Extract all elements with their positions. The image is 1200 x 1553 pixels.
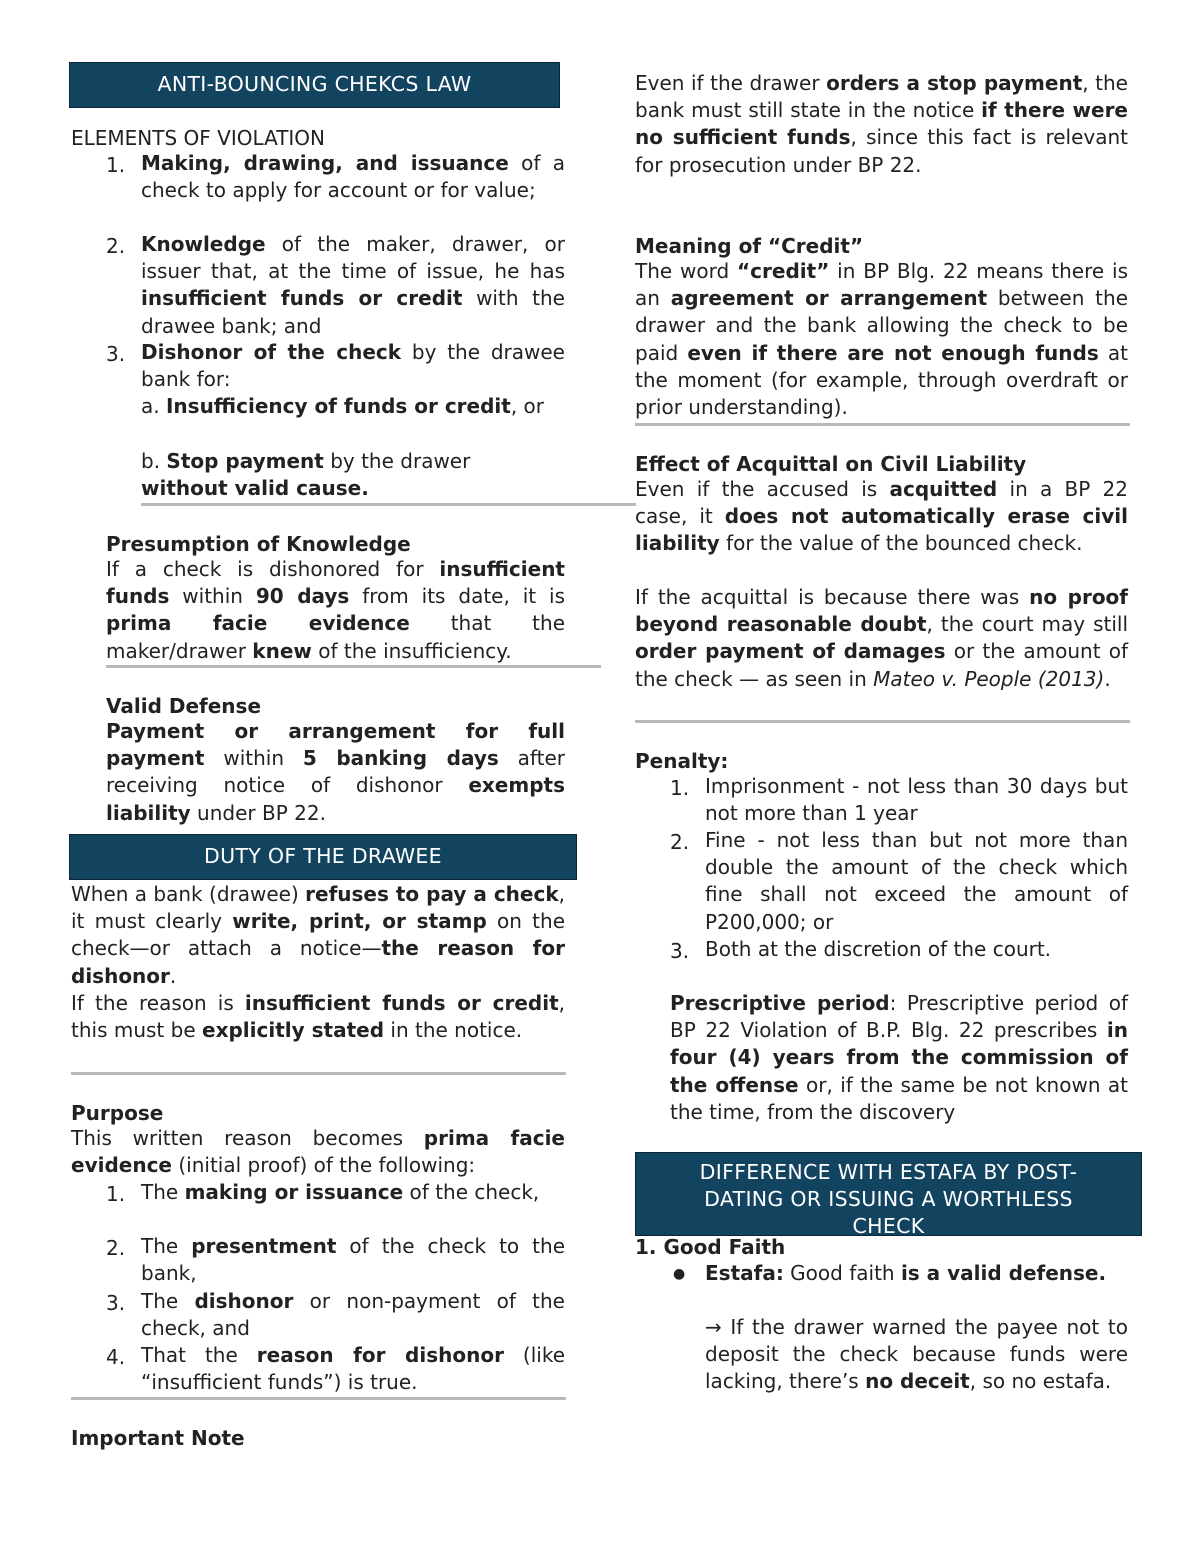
penalty-1-text: Imprisonment - not less than 30 days but not more than 1 year bbox=[705, 774, 1128, 826]
divider bbox=[71, 1072, 566, 1075]
acquittal-heading: Effect of Acquittal on Civil Liability bbox=[635, 452, 1027, 476]
divider bbox=[106, 665, 601, 668]
difference-title-line-2: DATING OR ISSUING A WORTHLESS bbox=[704, 1187, 1073, 1211]
difference-estafa-banner bbox=[635, 1152, 1142, 1236]
acquittal-text: Even if the accused is acquitted in a BP 22 case, it does not automatically erase civil liability for the value of the bounced check. bbox=[635, 477, 1128, 556]
element-2-number: 2. bbox=[106, 234, 126, 258]
penalty-heading: Penalty: bbox=[635, 749, 729, 773]
element-1-bold: Making, drawing, and issuance bbox=[141, 151, 509, 175]
difference-title-line-1: DIFFERENCE WITH ESTAFA BY POST- bbox=[699, 1160, 1078, 1184]
divider bbox=[141, 503, 636, 506]
element-2-text: Knowledge of the maker, drawer, or issuer that, at the time of issue, he has insufficient funds or credit with the drawee bank; and bbox=[141, 232, 565, 338]
presumption-heading: Presumption of Knowledge bbox=[106, 532, 411, 556]
stop-payment-text: Even if the drawer orders a stop payment, the bank must still state in the notice if there were no sufficient funds, since this fact is relevant for prosecution under BP 22. bbox=[635, 71, 1128, 177]
elements-heading: ELEMENTS OF VIOLATION bbox=[71, 126, 326, 150]
element-1-number: 1. bbox=[106, 153, 126, 177]
case-citation: Mateo v. People (2013) bbox=[873, 666, 1105, 691]
purpose-heading: Purpose bbox=[71, 1101, 164, 1125]
purpose-1-text: The making or issuance of the check, bbox=[141, 1180, 540, 1204]
acquittal-text-2: If the acquittal is because there was no proof beyond reasonable doubt, the court may still order payment of damages or the amount of the check — as seen in Mateo v. People (2013). bbox=[635, 585, 1128, 691]
good-faith-explanation: → If the drawer warned the payee not to deposit the check because funds were lacking, there’s no deceit, so no estafa. bbox=[705, 1315, 1128, 1394]
presumption-text: If a check is dishonored for insufficient funds within 90 days from its date, it is prima facie evidence that the maker/drawer knew of the insufficiency. bbox=[106, 557, 566, 663]
duty-text-2: If the reason is insufficient funds or credit, this must be explicitly stated in the notice. bbox=[71, 991, 565, 1043]
penalty-3-number: 3. bbox=[670, 939, 690, 963]
element-1-text: Making, drawing, and issuance of a check to apply for account or for value; bbox=[141, 151, 565, 203]
valid-defense-heading: Valid Defense bbox=[106, 694, 262, 718]
duty-drawee-title: DUTY OF THE DRAWEE bbox=[204, 844, 442, 868]
penalty-1-number: 1. bbox=[670, 776, 690, 800]
penalty-2-number: 2. bbox=[670, 830, 690, 854]
purpose-1-number: 1. bbox=[106, 1182, 126, 1206]
purpose-2-number: 2. bbox=[106, 1236, 126, 1260]
bullet-icon: ● bbox=[673, 1266, 686, 1282]
purpose-text: This written reason becomes prima facie evidence (initial proof) of the following: bbox=[71, 1126, 565, 1178]
credit-heading: Meaning of “Credit” bbox=[635, 234, 864, 258]
difference-title-line-3: CHECK bbox=[852, 1214, 925, 1236]
good-faith-estafa-text: Estafa: Good faith is a valid defense. bbox=[705, 1261, 1107, 1285]
anti-bouncing-banner bbox=[69, 62, 560, 108]
element-3-number: 3. bbox=[106, 342, 126, 366]
penalty-3-text: Both at the discretion of the court. bbox=[705, 937, 1052, 961]
good-faith-heading: 1. Good Faith bbox=[635, 1235, 786, 1259]
divider bbox=[635, 720, 1130, 723]
duty-text: When a bank (drawee) refuses to pay a check, it must clearly write, print, or stamp on the check—or attach a notice—the reason for dishonor. bbox=[71, 882, 565, 988]
element-3b-text: b. Stop payment by the drawer without valid cause. bbox=[141, 449, 471, 501]
prescriptive-text: Prescriptive period: Prescriptive period of BP 22 Violation of B.P. Blg. 22 prescribes in four (4) years from the commission of the offense or, if the same be not known at the time, from the discovery bbox=[670, 991, 1129, 1124]
penalty-2-text: Fine - not less than but not more than double the amount of the check which fine shall not exceed the amount of P200,000; or bbox=[705, 828, 1128, 934]
element-3-text: Dishonor of the check by the drawee bank for: bbox=[141, 340, 565, 392]
purpose-4-text: That the reason for dishonor (like “insufficient funds”) is true. bbox=[141, 1343, 566, 1395]
divider bbox=[635, 423, 1130, 426]
purpose-3-text: The dishonor or non-payment of the check, and bbox=[141, 1289, 565, 1341]
credit-text: The word “credit” in BP Blg. 22 means there is an agreement or arrangement between the drawer and the bank allowing the check to be paid even if there are not enough funds at the moment (for example, through overdraft or prior understanding). bbox=[635, 259, 1128, 420]
purpose-3-number: 3. bbox=[106, 1291, 126, 1315]
anti-bouncing-title: ANTI-BOUNCING CHEKCS LAW bbox=[157, 72, 472, 96]
valid-defense-text: Payment or arrangement for full payment within 5 banking days after receiving notice of dishonor exempts liability under BP 22. bbox=[106, 719, 565, 825]
purpose-2-text: The presentment of the check to the bank, bbox=[141, 1234, 565, 1286]
important-note-heading: Important Note bbox=[71, 1426, 245, 1450]
divider bbox=[71, 1397, 566, 1400]
element-3a-text: a. Insufficiency of funds or credit, or bbox=[141, 394, 545, 418]
purpose-4-number: 4. bbox=[106, 1345, 126, 1369]
duty-drawee-banner bbox=[69, 834, 577, 880]
